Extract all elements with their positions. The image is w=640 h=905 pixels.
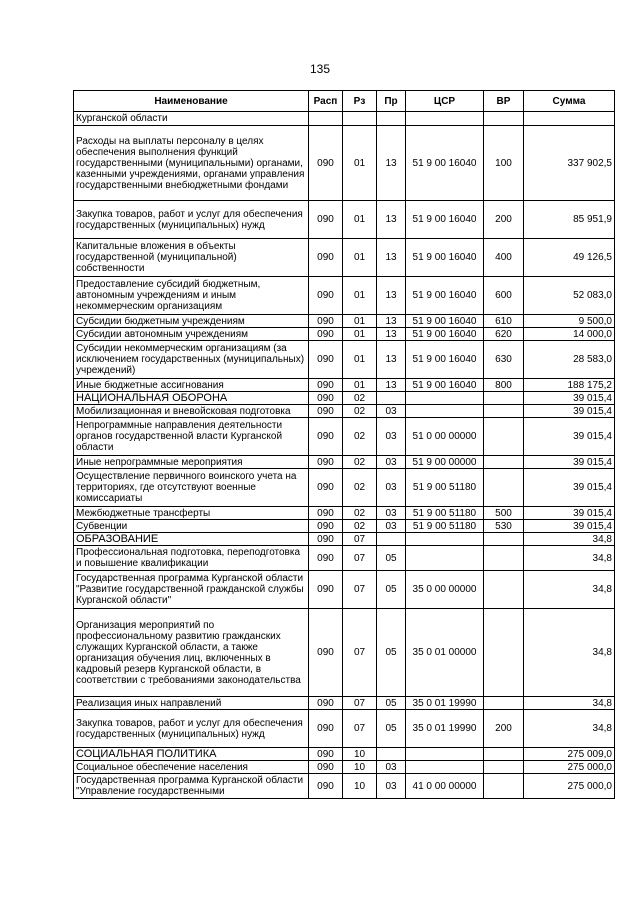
row-rz: 01 xyxy=(343,201,377,239)
row-vr xyxy=(484,418,524,456)
row-vr xyxy=(484,546,524,571)
row-pr: 13 xyxy=(377,341,406,379)
row-rz: 02 xyxy=(343,469,377,507)
row-sum: 85 951,9 xyxy=(524,201,615,239)
row-rasp: 090 xyxy=(309,546,343,571)
row-rasp: 090 xyxy=(309,239,343,277)
row-pr: 03 xyxy=(377,774,406,799)
row-pr: 05 xyxy=(377,571,406,609)
row-pr: 03 xyxy=(377,456,406,469)
row-rasp: 090 xyxy=(309,520,343,533)
row-sum: 337 902,5 xyxy=(524,126,615,201)
row-pr: 05 xyxy=(377,710,406,748)
row-rz: 02 xyxy=(343,507,377,520)
row-name: Государственная программа Курганской области "Развитие государственной гражданской службы Курганской области" xyxy=(74,571,309,609)
budget-table xyxy=(73,90,615,799)
table-row xyxy=(74,774,615,799)
row-pr: 05 xyxy=(377,697,406,710)
table-row xyxy=(74,315,615,328)
table-row xyxy=(74,126,615,201)
row-name: Закупка товаров, работ и услуг для обеспечения государственных (муниципальных) нужд xyxy=(74,201,309,239)
table-row xyxy=(74,277,615,315)
row-rasp: 090 xyxy=(309,456,343,469)
row-sum: 275 000,0 xyxy=(524,774,615,799)
row-rasp: 090 xyxy=(309,571,343,609)
row-sum: 275 009,0 xyxy=(524,748,615,761)
row-rz: 02 xyxy=(343,418,377,456)
row-sum: 49 126,5 xyxy=(524,239,615,277)
table-row xyxy=(74,418,615,456)
table-row xyxy=(74,456,615,469)
row-csr: 35 0 01 00000 xyxy=(406,609,484,697)
row-pr: 13 xyxy=(377,126,406,201)
row-rz: 01 xyxy=(343,239,377,277)
row-sum: 188 175,2 xyxy=(524,379,615,392)
row-pr: 13 xyxy=(377,315,406,328)
row-pr xyxy=(377,392,406,405)
row-pr: 13 xyxy=(377,239,406,277)
row-vr: 200 xyxy=(484,710,524,748)
row-vr xyxy=(484,405,524,418)
row-csr xyxy=(406,748,484,761)
row-rasp: 090 xyxy=(309,418,343,456)
row-csr: 41 0 00 00000 xyxy=(406,774,484,799)
row-name: Государственная программа Курганской области "Управление государственными xyxy=(74,774,309,799)
table-row xyxy=(74,392,615,405)
row-name: Субсидии автономным учреждениям xyxy=(74,328,309,341)
table-row xyxy=(74,341,615,379)
table-header-row xyxy=(74,91,615,112)
row-csr: 51 9 00 16040 xyxy=(406,239,484,277)
row-sum: 39 015,4 xyxy=(524,507,615,520)
row-rasp: 090 xyxy=(309,392,343,405)
row-csr: 35 0 01 19990 xyxy=(406,710,484,748)
row-pr: 03 xyxy=(377,405,406,418)
table-row xyxy=(74,546,615,571)
row-rz: 01 xyxy=(343,341,377,379)
row-vr: 200 xyxy=(484,201,524,239)
table-row xyxy=(74,328,615,341)
row-name: Субсидии некоммерческим организациям (за исключением государственных (муниципальных) учреждений) xyxy=(74,341,309,379)
row-csr: 51 9 00 16040 xyxy=(406,201,484,239)
row-csr: 35 0 01 19990 xyxy=(406,697,484,710)
row-rasp: 090 xyxy=(309,315,343,328)
row-name: НАЦИОНАЛЬНАЯ ОБОРОНА xyxy=(74,392,309,405)
row-rz: 01 xyxy=(343,328,377,341)
row-name: Организация мероприятий по профессиональному развитию гражданских служащих Курганской области, а также организация обучения лиц, включенных в кадровый резерв Курганской области, в соответствии с требованиями законодательства xyxy=(74,609,309,697)
row-rasp: 090 xyxy=(309,748,343,761)
row-vr xyxy=(484,609,524,697)
row-rasp: 090 xyxy=(309,201,343,239)
table-row xyxy=(74,520,615,533)
row-name: СОЦИАЛЬНАЯ ПОЛИТИКА xyxy=(74,748,309,761)
row-csr: 51 9 00 51180 xyxy=(406,469,484,507)
row-name: Закупка товаров, работ и услуг для обеспечения государственных (муниципальных) нужд xyxy=(74,710,309,748)
row-pr: 03 xyxy=(377,418,406,456)
row-sum xyxy=(524,112,615,126)
row-sum: 39 015,4 xyxy=(524,418,615,456)
row-rz: 10 xyxy=(343,774,377,799)
row-vr xyxy=(484,748,524,761)
table-row xyxy=(74,533,615,546)
row-csr: 51 9 00 16040 xyxy=(406,379,484,392)
row-pr: 13 xyxy=(377,277,406,315)
row-vr xyxy=(484,533,524,546)
header-vr: ВР xyxy=(484,91,524,112)
row-sum: 9 500,0 xyxy=(524,315,615,328)
row-name: Иные непрограммные мероприятия xyxy=(74,456,309,469)
row-csr xyxy=(406,405,484,418)
row-pr xyxy=(377,112,406,126)
row-rz: 02 xyxy=(343,405,377,418)
row-name: Социальное обеспечение населения xyxy=(74,761,309,774)
table-row xyxy=(74,112,615,126)
row-rasp: 090 xyxy=(309,697,343,710)
row-rz: 02 xyxy=(343,456,377,469)
row-vr: 800 xyxy=(484,379,524,392)
row-rasp: 090 xyxy=(309,507,343,520)
table-row xyxy=(74,710,615,748)
row-vr xyxy=(484,697,524,710)
row-vr xyxy=(484,112,524,126)
row-rz: 02 xyxy=(343,520,377,533)
row-csr: 51 9 00 00000 xyxy=(406,456,484,469)
row-name: Субсидии бюджетным учреждениям xyxy=(74,315,309,328)
row-vr: 400 xyxy=(484,239,524,277)
row-rasp: 090 xyxy=(309,761,343,774)
header-rz: Рз xyxy=(343,91,377,112)
table-row xyxy=(74,571,615,609)
row-sum: 34,8 xyxy=(524,609,615,697)
row-pr xyxy=(377,533,406,546)
row-rz: 07 xyxy=(343,533,377,546)
row-sum: 34,8 xyxy=(524,697,615,710)
row-pr: 03 xyxy=(377,469,406,507)
row-rasp: 090 xyxy=(309,710,343,748)
row-rz: 07 xyxy=(343,710,377,748)
row-csr xyxy=(406,392,484,405)
header-name: Наименование xyxy=(74,91,309,112)
row-name: Межбюджетные трансферты xyxy=(74,507,309,520)
row-name: ОБРАЗОВАНИЕ xyxy=(74,533,309,546)
table-row xyxy=(74,748,615,761)
row-rz: 07 xyxy=(343,609,377,697)
row-rz: 10 xyxy=(343,761,377,774)
row-csr: 51 9 00 16040 xyxy=(406,328,484,341)
row-rasp: 090 xyxy=(309,277,343,315)
row-csr: 51 0 00 00000 xyxy=(406,418,484,456)
table-row xyxy=(74,609,615,697)
row-sum: 14 000,0 xyxy=(524,328,615,341)
row-rasp: 090 xyxy=(309,469,343,507)
row-name: Предоставление субсидий бюджетным, автономным учреждениям и иным некоммерческим организациям xyxy=(74,277,309,315)
row-vr xyxy=(484,774,524,799)
row-name: Расходы на выплаты персоналу в целях обеспечения выполнения функций государственными (муниципальными) органами, казенными учреждениями, органами управления государственными внебюджетными фондами xyxy=(74,126,309,201)
row-rasp: 090 xyxy=(309,774,343,799)
table-row xyxy=(74,469,615,507)
row-sum: 39 015,4 xyxy=(524,456,615,469)
row-csr: 51 9 00 16040 xyxy=(406,315,484,328)
row-name: Мобилизационная и вневойсковая подготовка xyxy=(74,405,309,418)
row-sum: 52 083,0 xyxy=(524,277,615,315)
row-csr xyxy=(406,112,484,126)
row-rz: 01 xyxy=(343,315,377,328)
row-sum: 34,8 xyxy=(524,533,615,546)
row-vr xyxy=(484,392,524,405)
row-sum: 39 015,4 xyxy=(524,520,615,533)
row-sum: 34,8 xyxy=(524,571,615,609)
row-sum: 275 000,0 xyxy=(524,761,615,774)
row-csr xyxy=(406,533,484,546)
row-sum: 28 583,0 xyxy=(524,341,615,379)
row-name: Капитальные вложения в объекты государственной (муниципальной) собственности xyxy=(74,239,309,277)
row-rasp: 090 xyxy=(309,341,343,379)
table-row xyxy=(74,405,615,418)
row-name: Субвенции xyxy=(74,520,309,533)
row-sum: 39 015,4 xyxy=(524,405,615,418)
table-row xyxy=(74,761,615,774)
row-vr xyxy=(484,571,524,609)
row-vr: 630 xyxy=(484,341,524,379)
table-row xyxy=(74,379,615,392)
row-sum: 39 015,4 xyxy=(524,469,615,507)
row-csr: 51 9 00 16040 xyxy=(406,126,484,201)
row-sum: 34,8 xyxy=(524,710,615,748)
row-pr xyxy=(377,748,406,761)
row-rz: 02 xyxy=(343,392,377,405)
row-rasp: 090 xyxy=(309,405,343,418)
row-vr xyxy=(484,456,524,469)
row-pr: 13 xyxy=(377,328,406,341)
row-rasp: 090 xyxy=(309,609,343,697)
row-rz: 07 xyxy=(343,546,377,571)
row-csr: 51 9 00 51180 xyxy=(406,507,484,520)
row-csr xyxy=(406,761,484,774)
row-name: Реализация иных направлений xyxy=(74,697,309,710)
row-csr xyxy=(406,546,484,571)
table-row xyxy=(74,507,615,520)
row-rz: 07 xyxy=(343,571,377,609)
row-pr: 13 xyxy=(377,379,406,392)
row-rasp: 090 xyxy=(309,379,343,392)
row-pr: 05 xyxy=(377,609,406,697)
row-rz xyxy=(343,112,377,126)
header-rasp: Расп xyxy=(309,91,343,112)
row-pr: 03 xyxy=(377,761,406,774)
header-pr: Пр xyxy=(377,91,406,112)
row-csr: 35 0 00 00000 xyxy=(406,571,484,609)
row-vr: 620 xyxy=(484,328,524,341)
row-rasp: 090 xyxy=(309,328,343,341)
row-rasp: 090 xyxy=(309,126,343,201)
row-vr: 600 xyxy=(484,277,524,315)
row-vr: 610 xyxy=(484,315,524,328)
row-rz: 10 xyxy=(343,748,377,761)
row-sum: 39 015,4 xyxy=(524,392,615,405)
row-pr: 03 xyxy=(377,507,406,520)
row-csr: 51 9 00 16040 xyxy=(406,277,484,315)
row-csr: 51 9 00 51180 xyxy=(406,520,484,533)
row-rz: 01 xyxy=(343,277,377,315)
row-name: Профессиональная подготовка, переподготовка и повышение квалификации xyxy=(74,546,309,571)
row-csr: 51 9 00 16040 xyxy=(406,341,484,379)
row-vr: 100 xyxy=(484,126,524,201)
row-name: Осуществление первичного воинского учета на территориях, где отсутствуют военные комиссариаты xyxy=(74,469,309,507)
table-body xyxy=(74,112,615,799)
row-vr: 530 xyxy=(484,520,524,533)
row-pr: 03 xyxy=(377,520,406,533)
table-row xyxy=(74,697,615,710)
row-rasp xyxy=(309,112,343,126)
row-name: Иные бюджетные ассигнования xyxy=(74,379,309,392)
row-rasp: 090 xyxy=(309,533,343,546)
row-name: Непрограммные направления деятельности органов государственной власти Курганской области xyxy=(74,418,309,456)
page-number: 135 xyxy=(309,62,331,76)
row-pr: 05 xyxy=(377,546,406,571)
row-vr xyxy=(484,469,524,507)
row-vr xyxy=(484,761,524,774)
table-row xyxy=(74,239,615,277)
row-vr: 500 xyxy=(484,507,524,520)
header-csr: ЦСР xyxy=(406,91,484,112)
row-pr: 13 xyxy=(377,201,406,239)
row-rz: 01 xyxy=(343,126,377,201)
row-sum: 34,8 xyxy=(524,546,615,571)
header-sum: Сумма xyxy=(524,91,615,112)
row-rz: 07 xyxy=(343,697,377,710)
row-name: Курганской области xyxy=(74,112,309,126)
row-rz: 01 xyxy=(343,379,377,392)
table-row xyxy=(74,201,615,239)
